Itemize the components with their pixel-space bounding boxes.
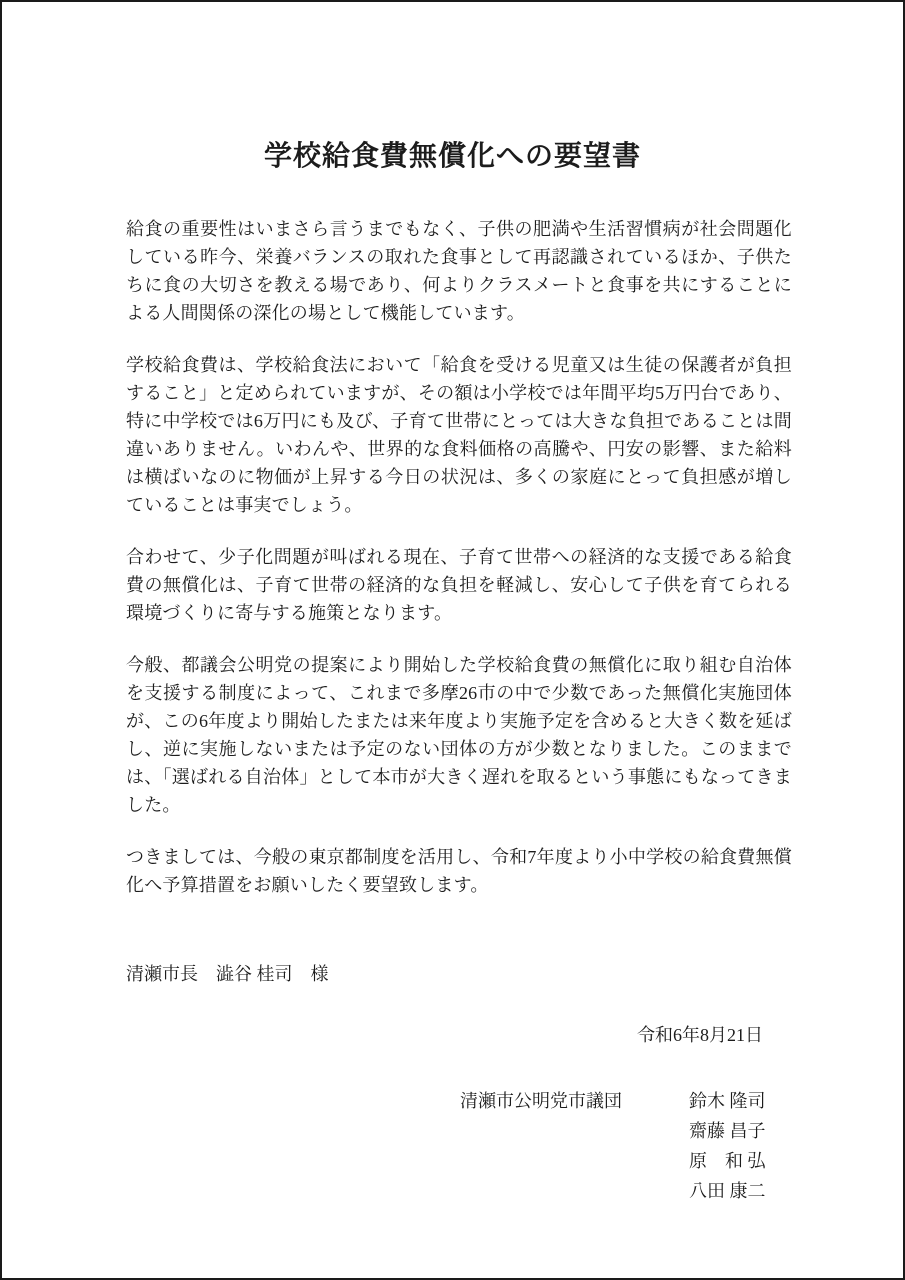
addressee-line: 清瀬市長 澁谷 桂司 様 (126, 964, 329, 984)
document-body (2, 215, 903, 1206)
paragraph-cost-burden: 学校給食費は、学校給食法において「給食を受ける児童又は生徒の保護者が負担すること」と定められていますが、その額は小学校では年間平均5万円台であり、特に中学校では6万円にも及び、子育て世帯にとっては大きな負担であることは間違いありません。いわんや、世界的な食料価格の高騰や、円安の影響、また給料は横ばいなのに物価が上昇する今日の状況は、多くの家庭にとって負担感が増していることは事実でしょう。 (126, 355, 792, 515)
paragraph-importance-of-school-lunch: 給食の重要性はいまさら言うまでもなく、子供の肥満や生活習慣病が社会問題化している昨今、栄養バランスの取れた食事として再認識されているほか、子供たちに食の大切さを教える場であり、何よりクラスメートと食事を共にすることによる人間関係の深化の場として機能しています。 (126, 219, 792, 323)
signatory-name: 鈴木 隆司 (689, 1091, 766, 1111)
signatory-name: 原 和 弘 (689, 1151, 766, 1171)
signature-block (460, 1086, 792, 1206)
paragraph-tama-municipalities-status: 今般、都議会公明党の提案により開始した学校給食費の無償化に取り組む自治体を支援する制度によって、これまで多摩26市の中で少数であった無償化実施団体が、この6年度より開始したまたは来年度より実施予定を含めると大きく数を延ばし、逆に実施しないまたは予定のない団体の方が少数となりました。このままでは、「選ばれる自治体」として本市が大きく遅れを取るという事態にもなってきました。 (126, 655, 792, 815)
document-title: 学校給食費無償化への要望書 (263, 141, 641, 172)
paragraph-request: つきましては、今般の東京都制度を活用し、令和7年度より小中学校の給食費無償化へ予算措置をお願いしたく要望致します。 (126, 847, 792, 895)
signatory-name: 八田 康二 (689, 1181, 766, 1201)
signatory-list (689, 1086, 766, 1206)
date-line: 令和6年8月21日 (637, 1025, 763, 1045)
signature-organization: 清瀬市公明党市議団 (460, 1091, 622, 1111)
paragraph-child-rearing-support: 合わせて、少子化問題が叫ばれる現在、子育て世帯への経済的な支援である給食費の無償化は、子育て世帯の経済的な負担を軽減し、安心して子供を育てられる環境づくりに寄与する施策となります。 (126, 547, 792, 623)
signatory-name: 齋藤 昌子 (689, 1121, 766, 1141)
